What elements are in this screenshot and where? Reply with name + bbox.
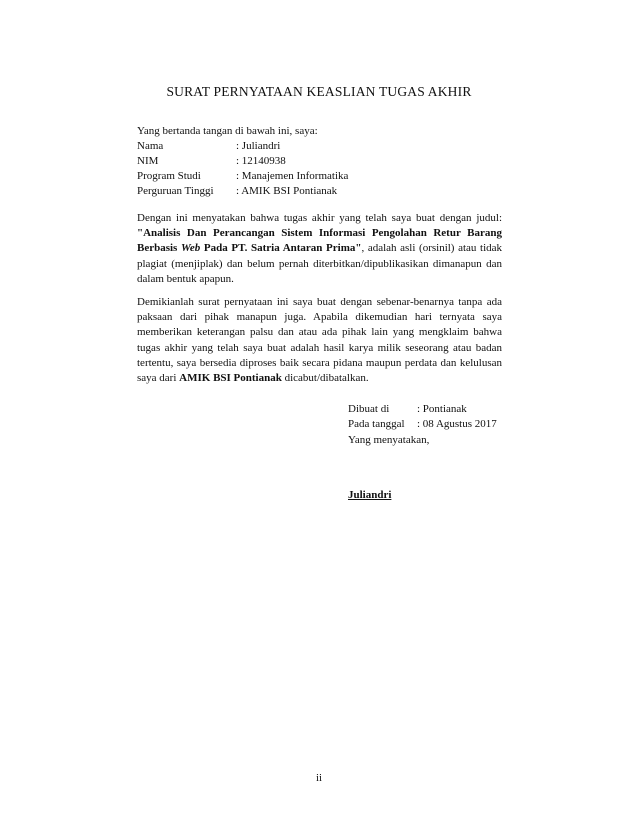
page-number: ii bbox=[315, 772, 323, 784]
intro-text: Yang bertanda tangan di bawah ini, saya: bbox=[137, 125, 318, 137]
declaration-paragraph bbox=[137, 295, 502, 386]
signature-label: Dibuat di bbox=[348, 403, 390, 415]
signature-place-row bbox=[348, 402, 497, 417]
identity-row-university bbox=[137, 184, 348, 199]
identity-row-nim bbox=[137, 154, 348, 169]
statement-rest: , adalah asli (orsinil) atau tidak plagiat (menjiplak) dan belum pernah diterbitkan/dipublikasikan dimanapun dan dalam bentuk apapun. bbox=[137, 242, 503, 285]
declaration-end: dicabut/dibatalkan. bbox=[281, 372, 369, 385]
signer-name: Juliandri bbox=[348, 489, 392, 501]
signature-value: : 08 Agustus 2017 bbox=[417, 418, 497, 430]
identity-label: Program Studi bbox=[137, 170, 201, 182]
signature-label: Pada tanggal bbox=[348, 418, 405, 430]
identity-value: : Juliandri bbox=[236, 140, 281, 152]
identity-label: Perguruan Tinggi bbox=[137, 185, 214, 197]
statement-paragraph bbox=[137, 211, 502, 287]
document-title: SURAT PERNYATAAN KEASLIAN TUGAS AKHIR bbox=[166, 84, 472, 99]
institution-name: AMIK BSI Pontianak bbox=[179, 372, 282, 385]
identity-label: NIM bbox=[137, 155, 159, 167]
identity-label: Nama bbox=[137, 140, 164, 152]
signature-block bbox=[348, 402, 497, 432]
identity-table bbox=[137, 139, 348, 199]
thesis-title-italic: Web bbox=[180, 242, 201, 255]
identity-value: : 12140938 bbox=[236, 155, 286, 167]
identity-row-program bbox=[137, 169, 348, 184]
identity-value: : AMIK BSI Pontianak bbox=[236, 185, 338, 197]
identity-value: : Manajemen Informatika bbox=[236, 170, 349, 182]
thesis-title-part2: Pada PT. Satria Antaran Prima" bbox=[200, 242, 362, 255]
declaration-text: Demikianlah surat pernyataan ini saya buat dengan sebenar-benarnya tanpa ada paksaan dari pihak manapun juga. Apabila dikemudian hari ternyata saya memberikan keterangan palsu dan atau ada pihak lain yang mengklaim bahwa tugas akhir yang telah saya buat adalah hasil karya milik seseorang atau badan tertentu, saya bersedia diproses baik secara pidana maupun perdata dan kelulusan saya dari bbox=[137, 296, 502, 385]
signature-value: : Pontianak bbox=[417, 403, 467, 415]
identity-row-name bbox=[137, 139, 348, 154]
signature-date-row bbox=[348, 417, 497, 432]
statement-lead: Dengan ini menyatakan bahwa tugas akhir yang telah saya buat dengan judul: bbox=[137, 212, 502, 224]
closing-text: Yang menyatakan, bbox=[348, 434, 430, 446]
thesis-title-part1: "Analisis Dan Perancangan Sistem Informasi Pengolahan Retur Barang Berbasis bbox=[137, 227, 502, 255]
